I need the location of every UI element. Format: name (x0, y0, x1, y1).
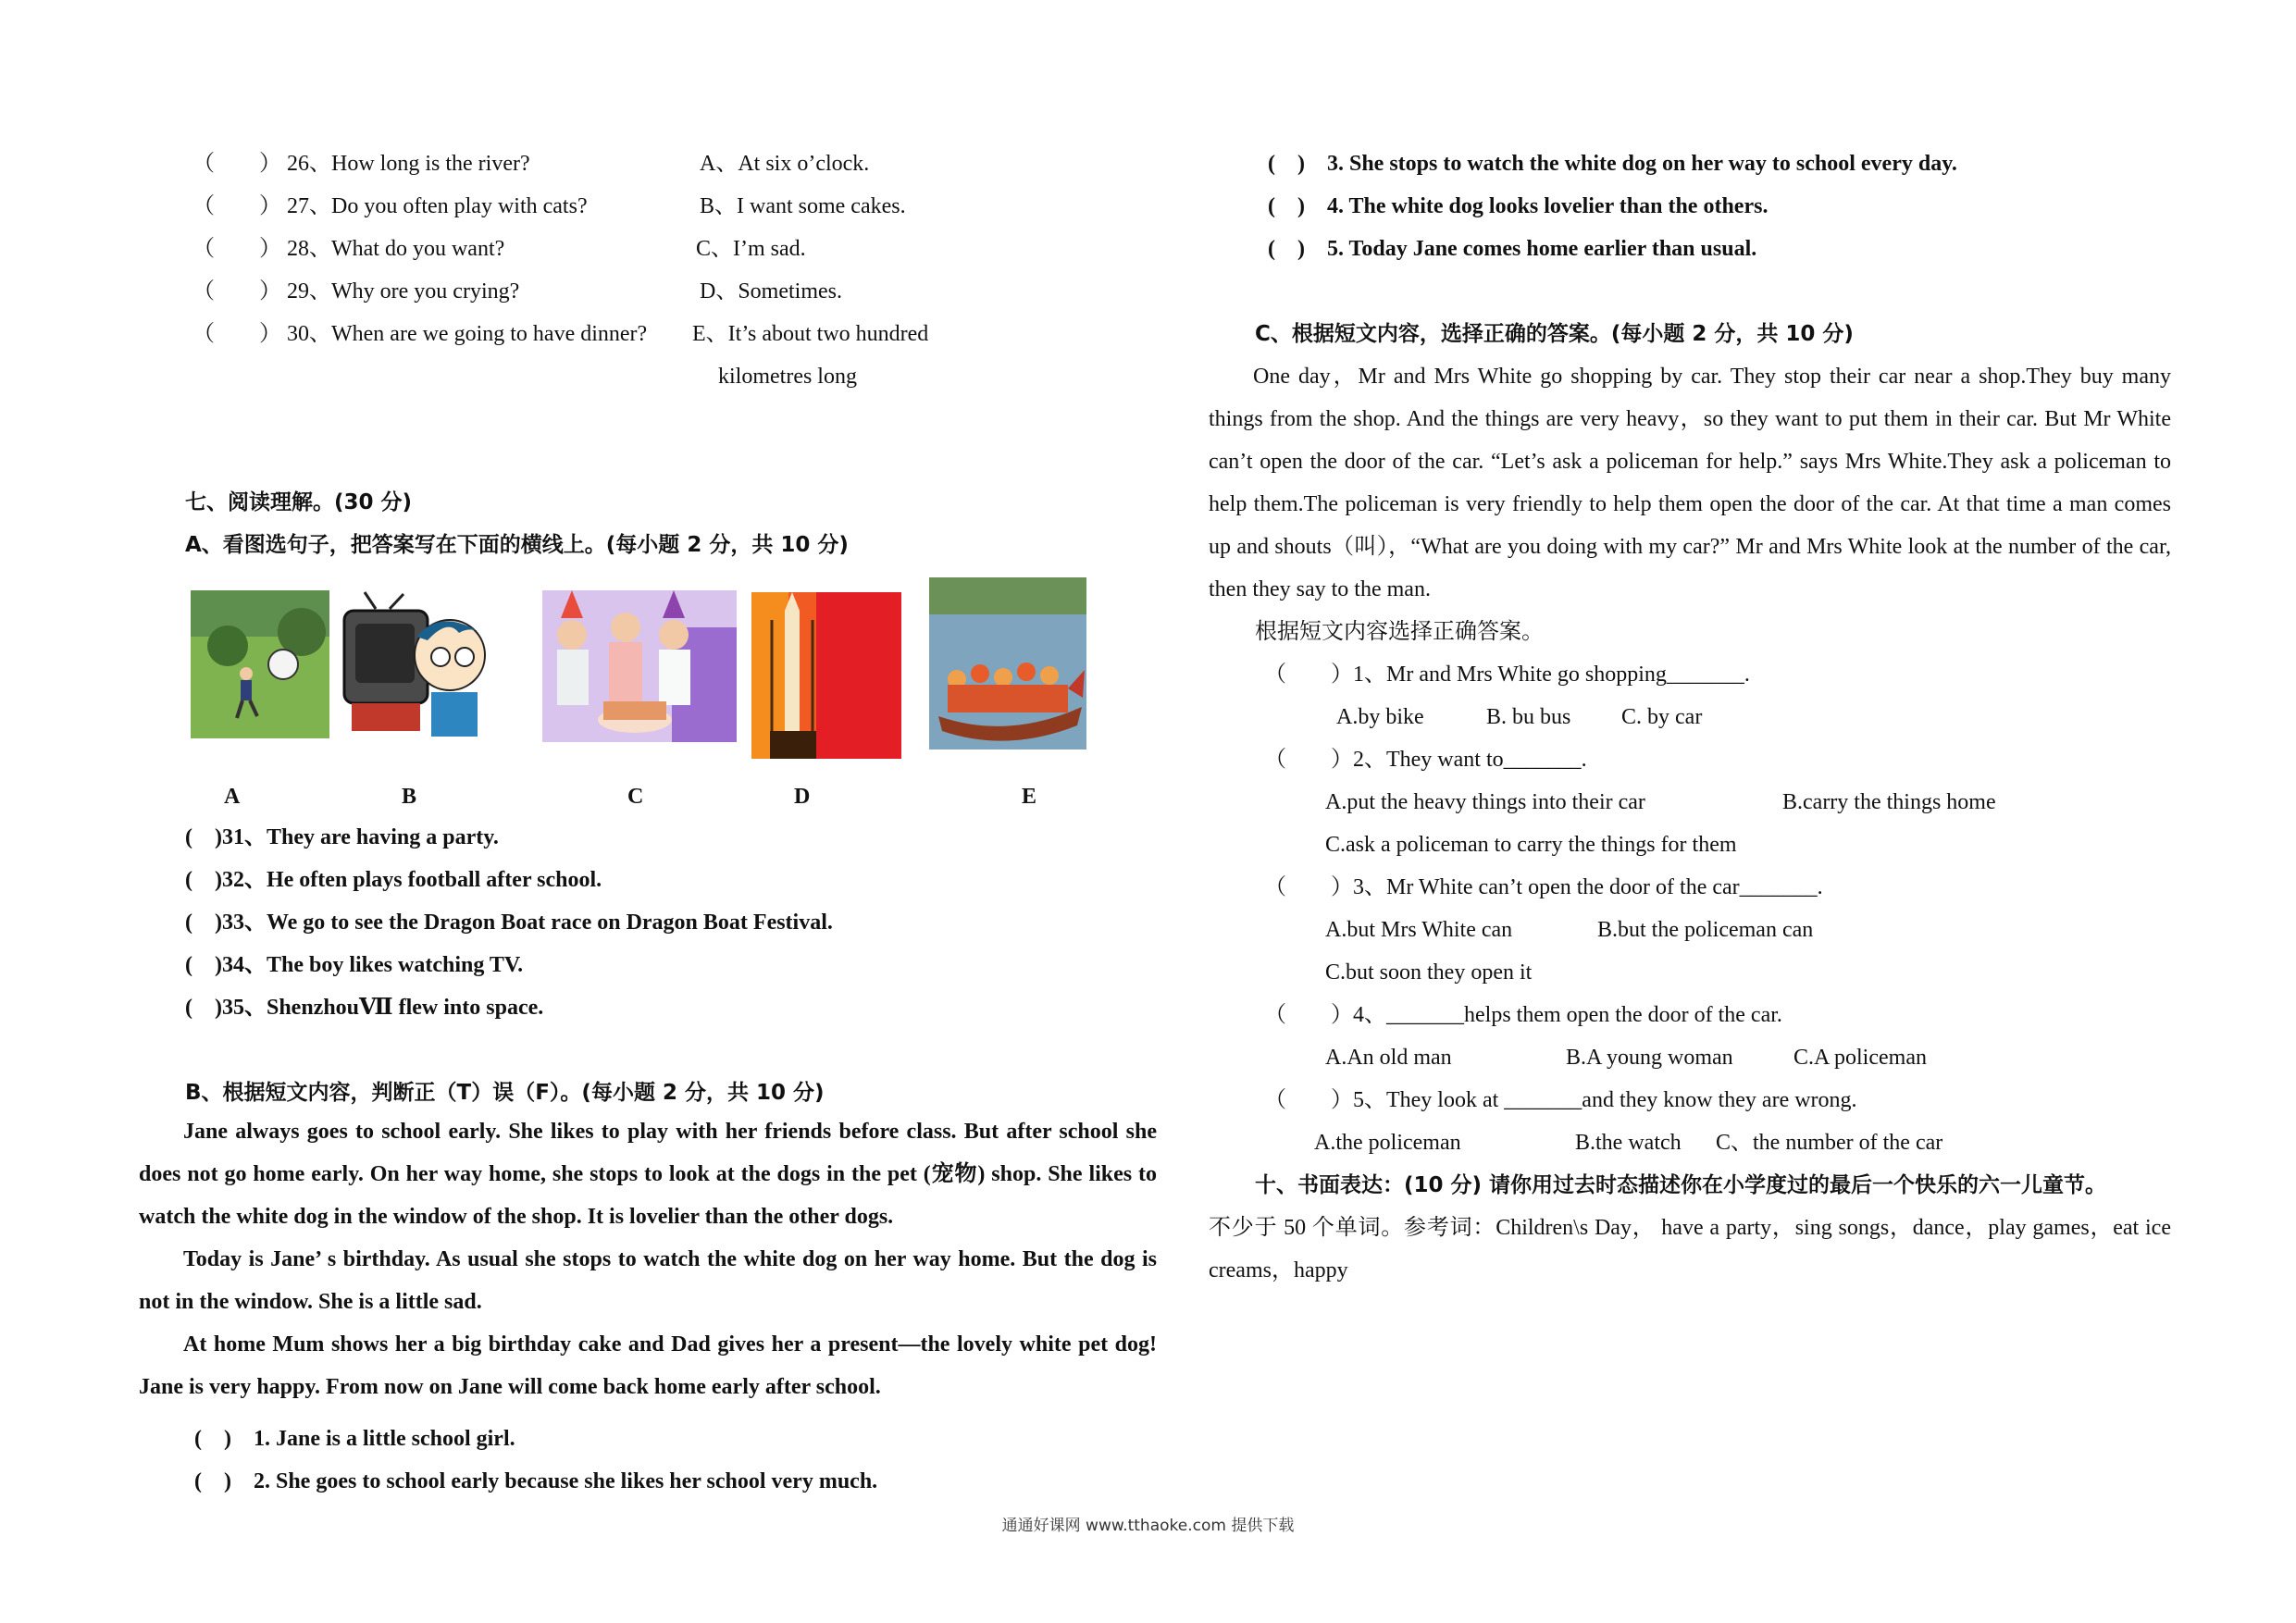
picture-label-d: D (794, 785, 811, 809)
answer-option: E、It’s about two hundred (692, 322, 929, 346)
question-row: （ ） 26、How long is the river? (192, 152, 530, 176)
choice-option: C.ask a policeman to carry the things for them (1325, 833, 1737, 857)
question-row: （ ） 29、Why ore you crying? (192, 279, 520, 304)
question-text: 29、Why ore you crying? (287, 279, 520, 304)
choice-option: C.but soon they open it (1325, 960, 1533, 985)
true-false-item: ( ) 3. She stops to watch the white dog on her way to school every day. (1268, 152, 1957, 176)
true-false-item: ( ) 1. Jane is a little school girl. (194, 1427, 515, 1451)
answer-option-continued: kilometres long (718, 365, 857, 389)
choice-option: A.the policeman (1314, 1131, 1461, 1155)
answer-option: A、At six o’clock. (700, 152, 870, 176)
picture-a-football (191, 590, 329, 738)
picture-label-c: C (627, 785, 644, 809)
true-false-item: ( ) 2. She goes to school early because she likes her school very much. (194, 1469, 878, 1493)
choice-option: A.An old man (1325, 1046, 1452, 1070)
choice-option: B.carry the things home (1782, 790, 1996, 814)
passage-paragraph: Jane always goes to school early. She likes to play with her friends before class. But after school she does not go home early. On her way home, she stops to look at the dogs in the pet (宠物) shop. She likes to watch the white dog in the window of the shop. It is lovelier than the other dogs. (139, 1120, 1157, 1229)
choice-option: B.but the policeman can (1597, 918, 1814, 942)
picture-question: ( )32、He often plays football after school. (185, 868, 602, 892)
question-row: （ ） 27、Do you often play with cats? (192, 194, 588, 218)
picture-question: ( )34、The boy likes watching TV. (185, 953, 524, 977)
true-false-item: ( ) 4. The white dog looks lovelier than the others. (1268, 194, 1769, 218)
question-text: 27、Do you often play with cats? (287, 194, 588, 218)
part-c-passage (1209, 355, 2171, 611)
choice-question-stem: （ ）4、_______helps them open the door of the car. (1264, 1003, 1782, 1027)
picture-label-b: B (402, 785, 417, 809)
answer-option: C、I’m sad. (696, 237, 806, 261)
choice-option: C、the number of the car (1716, 1131, 1943, 1155)
page-footer: 通通好课网 www.tthaoke.com 提供下载 (1001, 1517, 1295, 1535)
true-false-item: ( ) 5. Today Jane comes home earlier than usual. (1268, 237, 1757, 261)
section-10-title: 十、书面表达：(10 分) 请你用过去时态描述你在小学度过的最后一个快乐的六一儿童节。 (1255, 1173, 2107, 1197)
section-10-body: 不少于 50 个单词。参考词：Children\s Day， have a party，sing songs，dance，play games，eat ice creams，happy (1209, 1216, 2171, 1282)
choice-option: B.A young woman (1566, 1046, 1733, 1070)
part-b-passage (139, 1110, 1157, 1408)
answer-option: D、Sometimes. (700, 279, 842, 304)
passage-paragraph: Today is Jane’ s birthday. As usual she stops to watch the white dog on her way home. But the dog is not in the window. She is a little sad. (139, 1247, 1157, 1314)
part-a-title: A、看图选句子，把答案写在下面的横线上。(每小题 2 分，共 10 分) (185, 533, 849, 557)
picture-question: ( )35、ShenzhouⅦ flew into space. (185, 996, 544, 1020)
part-c-title: C、根据短文内容，选择正确的答案。(每小题 2 分，共 10 分) (1255, 322, 1854, 346)
choice-option: A.by bike (1336, 705, 1424, 729)
answer-option: B、I want some cakes. (700, 194, 906, 218)
choice-option: C. by car (1621, 705, 1703, 729)
picture-question: ( )33、We go to see the Dragon Boat race on Dragon Boat Festival. (185, 911, 833, 935)
picture-b-tv (339, 590, 490, 742)
picture-label-a: A (224, 785, 241, 809)
choice-option: A.but Mrs White can (1325, 918, 1513, 942)
passage-paragraph: One day，Mr and Mrs White go shopping by car. They stop their car near a shop.They buy many things from the shop. And the things are very heavy，so they want to put them in their car. But Mr White can’t open the door of the car. “Let’s ask a policeman for help.” says Mrs White.They ask a policeman to help them.The policeman is very friendly to help them open the door of the car. At that time a man comes up and shouts（叫），“What are you doing with my car?” Mr and Mrs White look at the number of the car, then they say to the man. (1209, 365, 2171, 601)
choice-question-stem: （ ）5、They look at _______and they know they are wrong. (1264, 1088, 1857, 1112)
choice-option: C.A policeman (1793, 1046, 1927, 1070)
picture-e-dragon-boat (929, 577, 1086, 750)
picture-c-party (542, 590, 737, 742)
choice-option: A.put the heavy things into their car (1325, 790, 1645, 814)
choice-option: B. bu bus (1486, 705, 1571, 729)
section-7-title: 七、阅读理解。(30 分) (185, 490, 413, 514)
passage-paragraph: At home Mum shows her a big birthday cake and Dad gives her a present—the lovely white pet dog! Jane is very happy. From now on Jane will come back home early after school. (139, 1332, 1157, 1399)
choice-question-stem: （ ）3、Mr White can’t open the door of the car_______. (1264, 875, 1823, 899)
choice-question-stem: （ ）1、Mr and Mrs White go shopping_______. (1264, 663, 1750, 687)
choice-question-stem: （ ）2、They want to_______. (1264, 748, 1587, 772)
picture-question: ( )31、They are having a party. (185, 825, 499, 849)
question-text: 30、When are we going to have dinner? (287, 322, 648, 346)
question-text: 26、How long is the river? (287, 152, 530, 176)
question-row: （ ） 28、What do you want? (192, 237, 505, 261)
picture-label-e: E (1022, 785, 1037, 809)
question-text: 28、What do you want? (287, 237, 505, 261)
part-b-title: B、根据短文内容，判断正（T）误（F）。(每小题 2 分，共 10 分) (185, 1081, 825, 1105)
part-c-instruction: 根据短文内容选择正确答案。 (1255, 620, 1544, 644)
choice-option: B.the watch (1575, 1131, 1682, 1155)
question-row: （ ） 30、When are we going to have dinner? (192, 322, 648, 346)
picture-d-rocket (751, 592, 901, 759)
